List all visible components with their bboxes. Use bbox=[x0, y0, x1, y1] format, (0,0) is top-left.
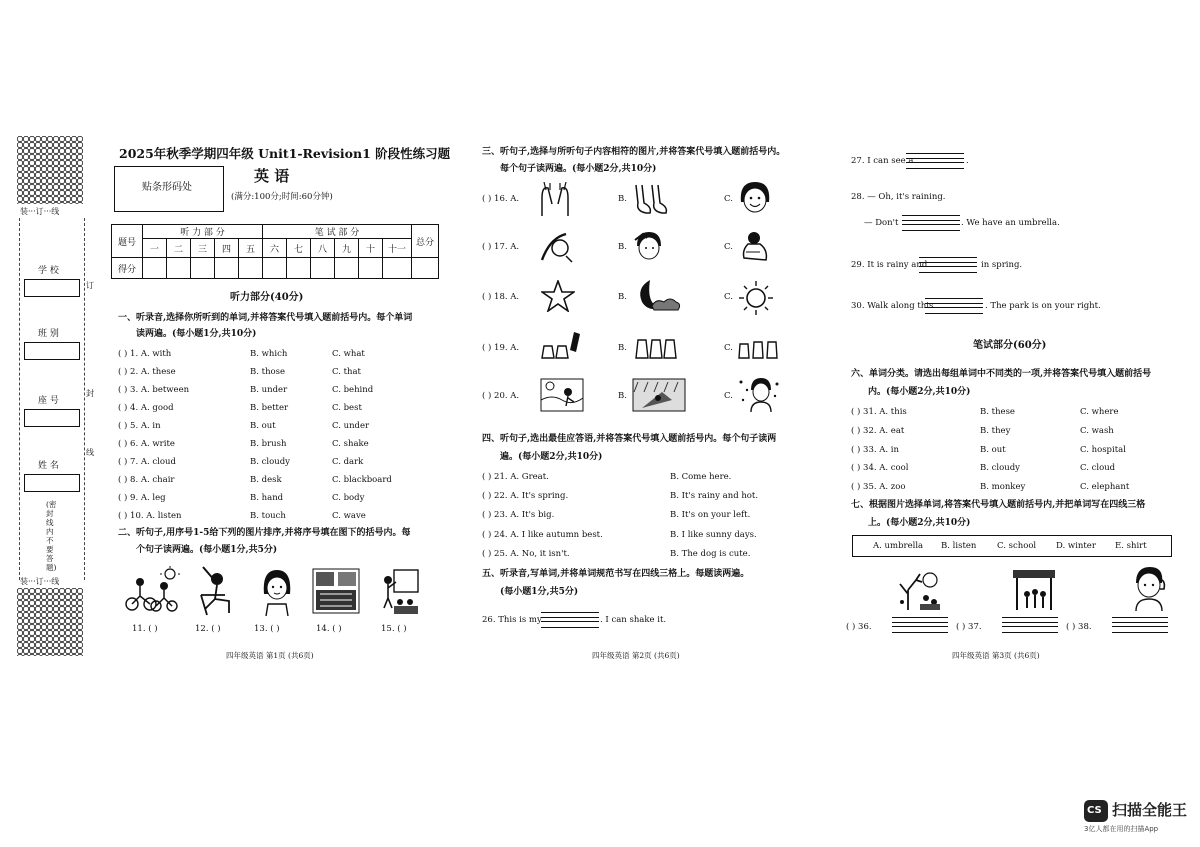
answer-14[interactable]: 14. ( ) bbox=[316, 624, 342, 634]
score-cell[interactable] bbox=[287, 258, 311, 279]
q23[interactable]: ( ) 23. A. It's big. bbox=[482, 510, 555, 520]
s2-instruction-2: 个句子读两遍。(每小题1分,共5分) bbox=[136, 545, 278, 555]
picture-girl-icon bbox=[258, 566, 296, 616]
q33-c: C. hospital bbox=[1080, 445, 1126, 455]
q36-writing-lines[interactable] bbox=[892, 617, 948, 633]
page1-footer: 四年级英语 第1页 (共6页) bbox=[226, 651, 314, 660]
q22-b: B. It's rainy and hot. bbox=[670, 491, 759, 501]
star-icon bbox=[541, 280, 575, 312]
s2-instruction-1: 二、听句子,用序号1-5给下列的图片排序,并将序号填在图下的括号内。每 bbox=[118, 528, 411, 538]
barcode-box bbox=[114, 166, 224, 212]
listening-boy-icon bbox=[1128, 565, 1168, 611]
face-icon bbox=[737, 180, 773, 216]
q35-b: B. monkey bbox=[980, 482, 1026, 492]
q16-c: C. bbox=[724, 194, 733, 204]
col-4: 四 bbox=[215, 239, 239, 258]
binding-warning: (密封线内不要答题) bbox=[46, 500, 57, 572]
s1-b: B. out bbox=[250, 421, 276, 431]
page2-footer: 四年级英语 第2页 (共6页) bbox=[592, 651, 680, 660]
s6-instruction-1: 六、单词分类。请选出每组单词中不同类的一项,并将答案代号填入题前括号 bbox=[851, 369, 1152, 379]
q28-text-1: 28. — Oh, it's raining. bbox=[851, 192, 946, 202]
col-6: 六 bbox=[263, 239, 287, 258]
score-cell[interactable] bbox=[263, 258, 287, 279]
s1-c: C. that bbox=[332, 367, 361, 377]
page3-footer: 四年级英语 第3页 (共6页) bbox=[952, 651, 1040, 660]
sitting-child-icon bbox=[738, 230, 772, 264]
side-word-ding: 订 bbox=[86, 281, 94, 290]
cups-one-icon bbox=[540, 330, 580, 360]
sun-icon bbox=[737, 280, 775, 316]
q19[interactable]: ( ) 19. A. bbox=[482, 343, 520, 353]
s1-b: B. which bbox=[250, 349, 288, 359]
s1-c: C. body bbox=[332, 493, 365, 503]
col-2: 二 bbox=[167, 239, 191, 258]
score-row1-label: 题号 bbox=[112, 225, 143, 258]
s1-instruction-1: 一、听录音,选择你所听到的单词,并将答案代号填入题前括号内。每个单词 bbox=[118, 313, 413, 323]
q34-b: B. cloudy bbox=[980, 463, 1020, 473]
q34-c: C. cloud bbox=[1080, 463, 1116, 473]
binding-dash-left bbox=[19, 218, 20, 580]
binding-top-line: 装···订···线 bbox=[20, 207, 60, 216]
picture-classroom-icon bbox=[312, 568, 360, 614]
touch-head-icon bbox=[631, 228, 667, 264]
barcode-label: 贴条形码处 bbox=[142, 182, 192, 193]
wave-hand-icon bbox=[540, 230, 574, 264]
q38-writing-lines[interactable] bbox=[1112, 617, 1168, 633]
total-header: 总分 bbox=[412, 225, 439, 258]
camscanner-logo bbox=[1084, 800, 1108, 822]
s1-q[interactable]: ( ) 4. A. good bbox=[118, 403, 174, 413]
school-gate-icon bbox=[1011, 568, 1057, 612]
q26-writing-lines[interactable] bbox=[541, 612, 599, 628]
q31-c: C. where bbox=[1080, 407, 1119, 417]
q31[interactable]: ( ) 31. A. this bbox=[851, 407, 907, 417]
s1-q[interactable]: ( ) 9. A. leg bbox=[118, 493, 166, 503]
hands-icon bbox=[538, 182, 572, 218]
col-8: 八 bbox=[311, 239, 335, 258]
q19-b: B. bbox=[618, 343, 627, 353]
s7-instruction-2: 上。(每小题2分,共10分) bbox=[868, 518, 971, 528]
q20-b: B. bbox=[618, 391, 627, 401]
listening-header: 听 力 部 分 bbox=[143, 225, 263, 239]
side-word-xian: 线 bbox=[86, 448, 94, 457]
s1-c: C. best bbox=[332, 403, 362, 413]
s1-b: B. under bbox=[250, 385, 288, 395]
q28-writing-lines[interactable] bbox=[902, 215, 960, 231]
exam-title: 2025年秋季学期四年级 Unit1-Revision1 阶段性练习题 bbox=[119, 146, 451, 161]
s1-c: C. wave bbox=[332, 511, 366, 521]
s1-c: C. shake bbox=[332, 439, 369, 449]
q24[interactable]: ( ) 24. A. I like autumn best. bbox=[482, 530, 603, 540]
q16[interactable]: ( ) 16. A. bbox=[482, 194, 520, 204]
s7-instruction-1: 七、根据图片选择单词,将答案代号填入题前括号内,并把单词写在四线三格 bbox=[851, 500, 1146, 510]
col-5: 五 bbox=[239, 239, 263, 258]
q35-c: C. elephant bbox=[1080, 482, 1130, 492]
q27-end: . bbox=[966, 156, 969, 166]
q32[interactable]: ( ) 32. A. eat bbox=[851, 426, 905, 436]
seat-label: 座 号 bbox=[38, 396, 59, 406]
moon-cloud-icon bbox=[632, 278, 682, 314]
q18-b: B. bbox=[618, 292, 627, 302]
q30-writing-lines[interactable] bbox=[925, 298, 983, 314]
s1-q[interactable]: ( ) 10. A. listen bbox=[118, 511, 182, 521]
q17-c: C. bbox=[724, 242, 733, 252]
s5-instruction-2: (每小题1分,共5分) bbox=[500, 587, 579, 597]
s3-instruction-2: 每个句子读两遍。(每小题2分,共10分) bbox=[500, 164, 657, 174]
q31-b: B. these bbox=[980, 407, 1015, 417]
s1-q[interactable]: ( ) 7. A. cloud bbox=[118, 457, 176, 467]
option-a: A. umbrella bbox=[873, 541, 924, 551]
subject-title: 英 语 bbox=[254, 167, 290, 185]
school-field[interactable] bbox=[24, 279, 80, 297]
q17[interactable]: ( ) 17. A. bbox=[482, 242, 520, 252]
q17-b: B. bbox=[618, 242, 627, 252]
q21-b: B. Come here. bbox=[670, 472, 732, 482]
col-7: 七 bbox=[287, 239, 311, 258]
score-cell[interactable] bbox=[239, 258, 263, 279]
q29-end: in spring. bbox=[981, 260, 1023, 270]
cups-three-icon bbox=[634, 334, 678, 360]
q34[interactable]: ( ) 34. A. cool bbox=[851, 463, 909, 473]
circle-pattern-bottom bbox=[17, 588, 83, 656]
q27-writing-lines[interactable] bbox=[906, 153, 964, 169]
q23-b: B. It's on your left. bbox=[670, 510, 751, 520]
s1-b: B. brush bbox=[250, 439, 287, 449]
q37-writing-lines[interactable] bbox=[1002, 617, 1058, 633]
score-cell[interactable] bbox=[311, 258, 335, 279]
s1-c: C. under bbox=[332, 421, 370, 431]
s1-instruction-2: 读两遍。(每小题1分,共10分) bbox=[136, 329, 257, 339]
q28-text-3: . We have an umbrella. bbox=[961, 218, 1060, 228]
beach-scene-icon bbox=[540, 378, 584, 412]
circle-pattern-top bbox=[17, 136, 83, 204]
s1-c: C. behind bbox=[332, 385, 374, 395]
answer-12[interactable]: 12. ( ) bbox=[195, 624, 221, 634]
picture-sitting-boy-icon bbox=[195, 565, 239, 617]
listening-title: 听力部分(40分) bbox=[230, 292, 304, 303]
answer-13[interactable]: 13. ( ) bbox=[254, 624, 280, 634]
s6-instruction-2: 内。(每小题2分,共10分) bbox=[868, 387, 971, 397]
score-cell[interactable] bbox=[167, 258, 191, 279]
s5-instruction-1: 五、听录音,写单词,并将单词规范书写在四线三格上。每题读两遍。 bbox=[482, 569, 750, 579]
score-cell[interactable] bbox=[191, 258, 215, 279]
s1-q[interactable]: ( ) 3. A. between bbox=[118, 385, 190, 395]
q26-text-end: . I can shake it. bbox=[600, 615, 667, 625]
answer-15[interactable]: 15. ( ) bbox=[381, 624, 407, 634]
class-label: 班 别 bbox=[38, 329, 59, 339]
feet-icon bbox=[632, 183, 670, 215]
q32-b: B. they bbox=[980, 426, 1011, 436]
rainy-scene-icon bbox=[632, 378, 686, 412]
q30-end: . The park is on your right. bbox=[985, 301, 1101, 311]
s1-b: B. those bbox=[250, 367, 286, 377]
name-label: 姓 名 bbox=[38, 461, 59, 471]
s1-q[interactable]: ( ) 8. A. chair bbox=[118, 475, 175, 485]
picture-bikes-icon bbox=[122, 566, 182, 618]
q20-c: C. bbox=[724, 391, 733, 401]
answer-37[interactable]: ( ) 37. bbox=[956, 622, 982, 632]
binding-bottom-line: 装···订···线 bbox=[20, 577, 60, 586]
snowing-boy-icon bbox=[737, 376, 781, 414]
s4-instruction-1: 四、听句子,选出最佳应答语,并将答案代号填入题前括号内。每个句子读两 bbox=[482, 434, 777, 444]
q29-writing-lines[interactable] bbox=[919, 257, 977, 273]
exam-info: (满分:100分;时间:60分钟) bbox=[231, 192, 333, 202]
q24-b: B. I like sunny days. bbox=[670, 530, 757, 540]
q25-b: B. The dog is cute. bbox=[670, 549, 751, 559]
s1-c: C. what bbox=[332, 349, 365, 359]
school-label: 学 校 bbox=[38, 266, 59, 276]
q27-text: 27. I can see a bbox=[851, 156, 914, 166]
q25[interactable]: ( ) 25. A. No, it isn't. bbox=[482, 549, 570, 559]
s1-b: B. touch bbox=[250, 511, 286, 521]
class-field[interactable] bbox=[24, 342, 80, 360]
q30-text: 30. Walk along this bbox=[851, 301, 934, 311]
q33[interactable]: ( ) 33. A. in bbox=[851, 445, 899, 455]
q35[interactable]: ( ) 35. A. zoo bbox=[851, 482, 906, 492]
winter-tree-icon bbox=[896, 568, 942, 612]
option-c: C. school bbox=[997, 541, 1037, 551]
q33-b: B. out bbox=[980, 445, 1006, 455]
option-e: E. shirt bbox=[1115, 541, 1147, 551]
writing-header: 笔 试 部 分 bbox=[263, 225, 412, 239]
score-cell[interactable] bbox=[412, 258, 439, 279]
s1-q[interactable]: ( ) 5. A. in bbox=[118, 421, 161, 431]
s1-b: B. desk bbox=[250, 475, 282, 485]
word-options-box bbox=[852, 535, 1172, 557]
s1-q[interactable]: ( ) 6. A. write bbox=[118, 439, 175, 449]
q16-b: B. bbox=[618, 194, 627, 204]
s3-instruction-1: 三、听句子,选择与所听句子内容相符的图片,并将答案代号填入题前括号内。 bbox=[482, 147, 786, 157]
cups-row-icon bbox=[737, 334, 781, 360]
s4-instruction-2: 遍。(每小题2分,共10分) bbox=[500, 452, 603, 462]
score-cell[interactable] bbox=[215, 258, 239, 279]
score-cell[interactable] bbox=[359, 258, 383, 279]
s1-b: B. cloudy bbox=[250, 457, 290, 467]
option-d: D. winter bbox=[1056, 541, 1096, 551]
q18-c: C. bbox=[724, 292, 733, 302]
s1-b: B. hand bbox=[250, 493, 284, 503]
col-11: 十一 bbox=[383, 239, 412, 258]
score-cell[interactable] bbox=[335, 258, 359, 279]
watermark-name: 扫描全能王 bbox=[1112, 801, 1188, 819]
option-b: B. listen bbox=[941, 541, 977, 551]
s1-c: C. blackboard bbox=[332, 475, 392, 485]
q21[interactable]: ( ) 21. A. Great. bbox=[482, 472, 549, 482]
col-9: 九 bbox=[335, 239, 359, 258]
writing-title: 笔试部分(60分) bbox=[973, 340, 1047, 351]
q28-text-2: — Don't bbox=[864, 218, 899, 228]
answer-36[interactable]: ( ) 36. bbox=[846, 622, 872, 632]
q26-text: 26. This is my bbox=[482, 615, 542, 625]
score-row2-label: 得分 bbox=[112, 258, 143, 279]
q18[interactable]: ( ) 18. A. bbox=[482, 292, 520, 302]
s1-q[interactable]: ( ) 2. A. these bbox=[118, 367, 176, 377]
s1-b: B. better bbox=[250, 403, 289, 413]
q29-text: 29. It is rainy and bbox=[851, 260, 928, 270]
picture-teacher-board-icon bbox=[378, 568, 420, 616]
score-table bbox=[111, 224, 439, 279]
col-1: 一 bbox=[143, 239, 167, 258]
name-field[interactable] bbox=[24, 474, 80, 492]
q22[interactable]: ( ) 22. A. It's spring. bbox=[482, 491, 569, 501]
score-cell[interactable] bbox=[383, 258, 412, 279]
col-10: 十 bbox=[359, 239, 383, 258]
answer-38[interactable]: ( ) 38. bbox=[1066, 622, 1092, 632]
col-3: 三 bbox=[191, 239, 215, 258]
s1-c: C. dark bbox=[332, 457, 364, 467]
seat-field[interactable] bbox=[24, 409, 80, 427]
s1-q[interactable]: ( ) 1. A. with bbox=[118, 349, 172, 359]
binding-dash-right bbox=[84, 218, 85, 580]
answer-11[interactable]: 11. ( ) bbox=[132, 624, 158, 634]
q32-c: C. wash bbox=[1080, 426, 1114, 436]
score-cell[interactable] bbox=[143, 258, 167, 279]
watermark-tagline: 3亿人都在用的扫描App bbox=[1084, 825, 1159, 833]
q20[interactable]: ( ) 20. A. bbox=[482, 391, 520, 401]
logo-text: CS bbox=[1087, 805, 1102, 816]
q19-c: C. bbox=[724, 343, 733, 353]
side-word-feng: 封 bbox=[86, 389, 94, 398]
